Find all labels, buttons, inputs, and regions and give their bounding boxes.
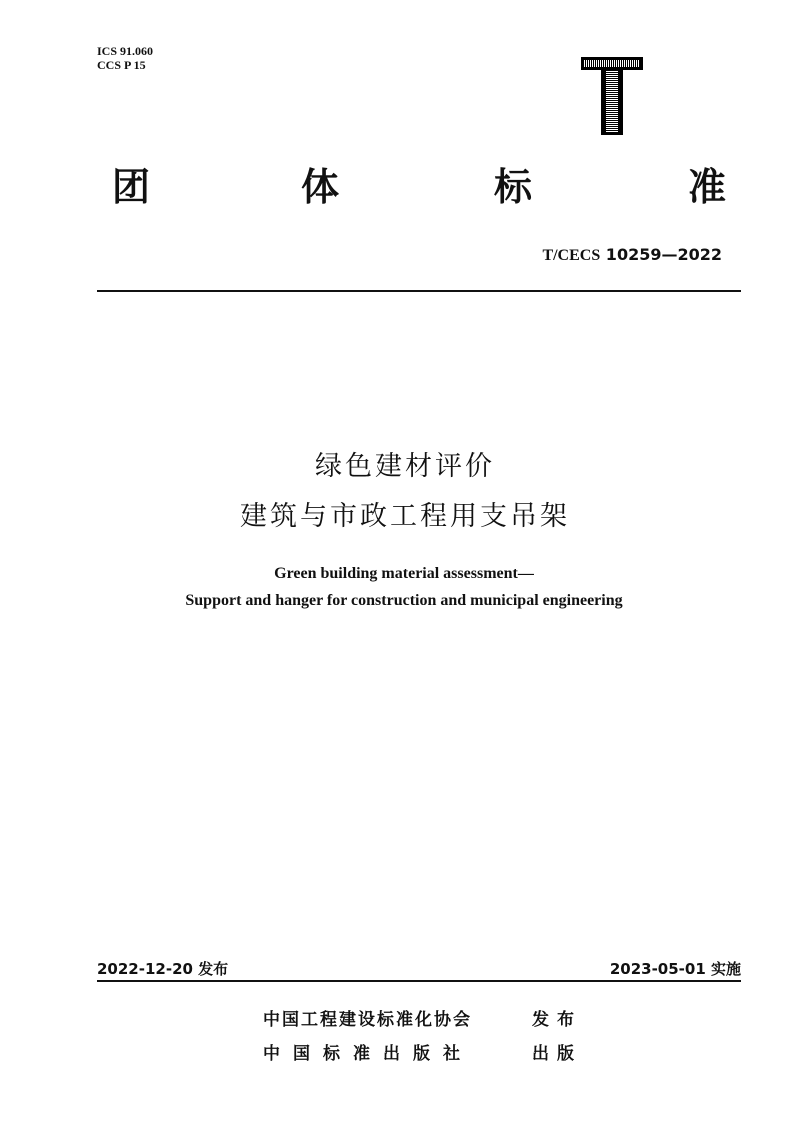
standard-number-prefix: T/CECS xyxy=(542,247,601,264)
press-name: 中国标准出版社 xyxy=(263,1044,473,1064)
standard-number xyxy=(542,245,722,265)
classification-codes xyxy=(97,44,153,72)
issuer-role: 发布 xyxy=(532,1010,582,1030)
doc-type-char: 体 xyxy=(301,165,340,209)
ics-code: ICS 91.060 xyxy=(97,44,154,58)
implementation-date: 2023-05-01 实施 xyxy=(609,960,741,978)
title-en-line2: Support and hanger for construction and municipal engineering xyxy=(185,592,623,609)
standard-number-value: 10259—2022 xyxy=(600,245,722,264)
t-standard-logo xyxy=(581,57,643,135)
press-role: 出版 xyxy=(532,1044,582,1064)
issuer-name: 中国工程建设标准化协会 xyxy=(263,1010,472,1030)
title-zh-line2: 建筑与市政工程用支吊架 xyxy=(240,501,570,532)
doc-type-char: 准 xyxy=(688,165,727,209)
ccs-code: CCS P 15 xyxy=(97,58,146,72)
logo-stem xyxy=(601,70,623,135)
issue-date: 2022-12-20 发布 xyxy=(97,960,229,978)
bottom-divider xyxy=(97,980,741,982)
doc-type-char: 标 xyxy=(494,165,533,209)
doc-type-char: 团 xyxy=(112,165,151,209)
top-divider xyxy=(97,290,741,292)
title-zh-line1: 绿色建材评价 xyxy=(315,451,495,482)
logo-bar xyxy=(581,57,643,70)
title-en-line1: Green building material assessment— xyxy=(274,565,534,582)
